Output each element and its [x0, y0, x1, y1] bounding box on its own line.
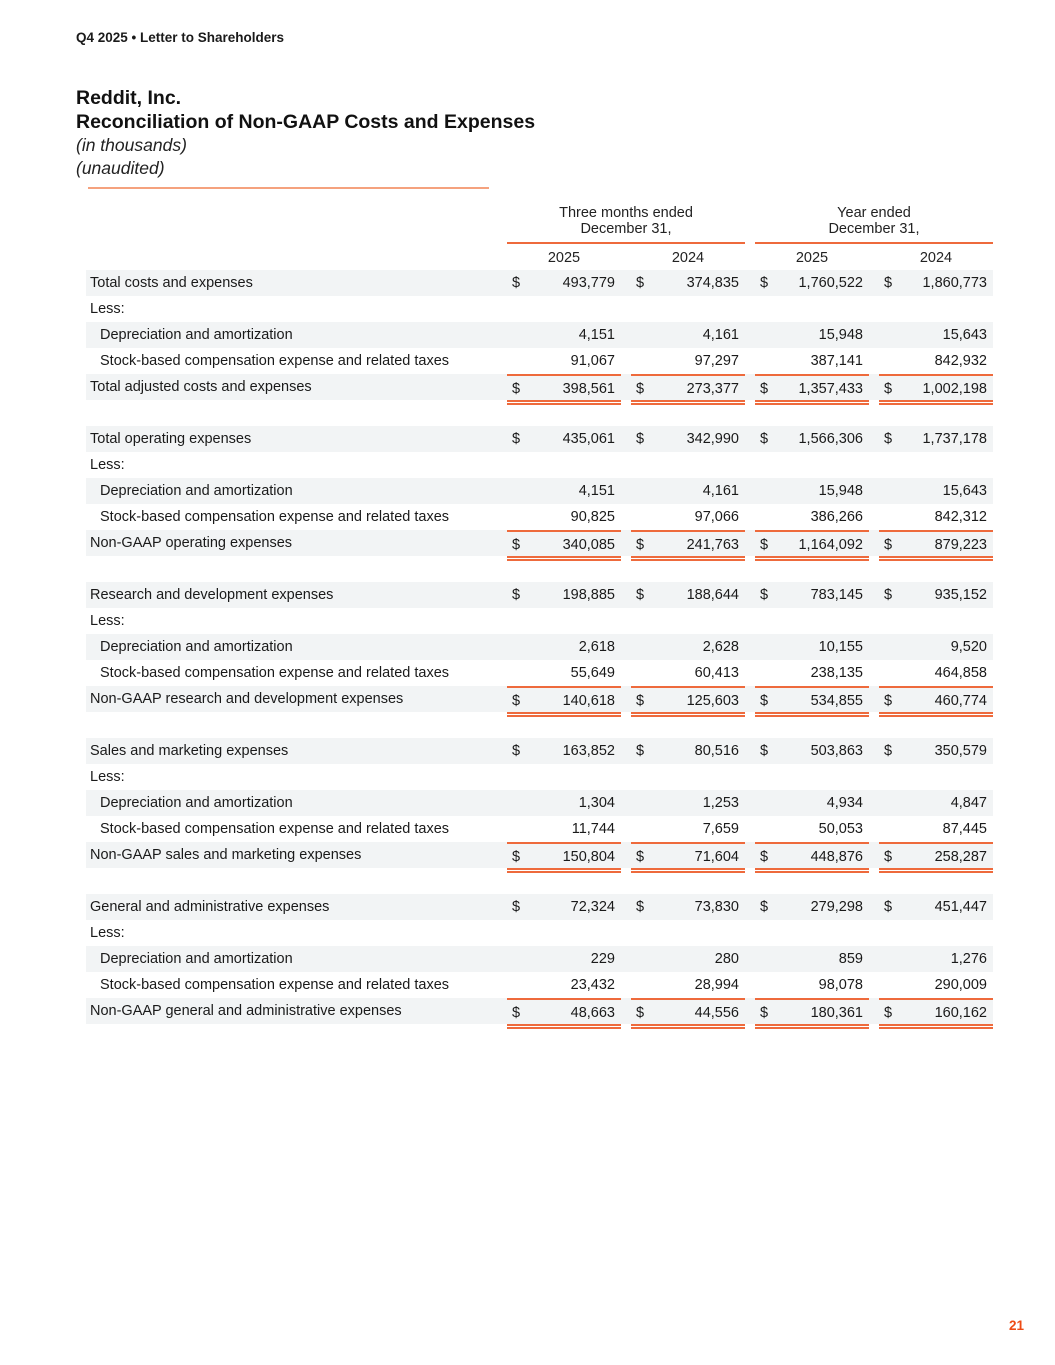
- value: 279,298: [810, 899, 863, 915]
- value-cell: [755, 998, 869, 1024]
- value: 11,744: [571, 821, 615, 837]
- currency-symbol: $: [760, 899, 769, 915]
- currency-symbol: $: [636, 275, 645, 291]
- value: 87,445: [942, 821, 987, 837]
- currency-symbol: $: [636, 743, 645, 759]
- currency-symbol: $: [884, 431, 893, 447]
- value: 73,830: [694, 899, 739, 915]
- table-row: [86, 998, 993, 1024]
- value: 783,145: [810, 587, 863, 603]
- table-row: [86, 686, 993, 712]
- value-cell: [755, 348, 869, 374]
- value-cell: [507, 270, 621, 296]
- value-cell: [631, 894, 745, 920]
- currency-symbol: $: [512, 899, 521, 915]
- row-label: Depreciation and amortization: [100, 951, 293, 967]
- row-label: Non-GAAP general and administrative expenses: [90, 1003, 402, 1019]
- value-cell: [507, 816, 621, 842]
- value: 1,164,092: [798, 537, 863, 553]
- value-cell: [755, 972, 869, 998]
- page-number: 21: [1008, 1318, 1024, 1333]
- row-label: Sales and marketing expenses: [90, 743, 289, 759]
- currency-symbol: $: [636, 1005, 645, 1021]
- value: 198,885: [562, 587, 615, 603]
- value-cell: [631, 530, 745, 556]
- currency-symbol: $: [884, 1005, 893, 1021]
- value: 258,287: [934, 849, 987, 865]
- currency-symbol: $: [636, 693, 645, 709]
- row-label: Less:: [90, 457, 125, 473]
- value: 72,324: [570, 899, 615, 915]
- currency-symbol: $: [636, 431, 645, 447]
- value: 879,223: [934, 537, 987, 553]
- value-cell: [879, 660, 993, 686]
- column-group-three-months: [507, 206, 745, 244]
- value: 435,061: [562, 431, 615, 447]
- value-cell: [755, 582, 869, 608]
- column-group-year: [755, 206, 993, 244]
- currency-symbol: $: [512, 587, 521, 603]
- value-cell: [755, 530, 869, 556]
- value: 1,566,306: [798, 431, 863, 447]
- value-cell: [879, 816, 993, 842]
- value-cell: [755, 634, 869, 660]
- table-row: [86, 946, 993, 972]
- value: 44,556: [694, 1005, 739, 1021]
- value: 493,779: [562, 275, 615, 291]
- value-cell: [631, 842, 745, 868]
- value-cell: [631, 270, 745, 296]
- currency-symbol: $: [636, 537, 645, 553]
- value-cell: [755, 478, 869, 504]
- value: 2,618: [578, 639, 615, 655]
- value: 241,763: [686, 537, 739, 553]
- table-row: [86, 348, 993, 374]
- row-label: Stock-based compensation expense and related taxes: [100, 977, 450, 993]
- value: 9,520: [950, 639, 987, 655]
- currency-symbol: $: [512, 381, 521, 397]
- currency-symbol: $: [884, 849, 893, 865]
- value: 4,847: [950, 795, 987, 811]
- value-cell: [879, 426, 993, 452]
- value-cell: [507, 504, 621, 530]
- value: 15,643: [942, 483, 987, 499]
- row-label: Non-GAAP operating expenses: [90, 535, 293, 551]
- value-cell: [879, 842, 993, 868]
- value: 464,858: [934, 665, 987, 681]
- value-cell: [631, 374, 745, 400]
- table-row: [86, 296, 993, 322]
- section-spacer: [86, 712, 993, 738]
- row-label: Stock-based compensation expense and related taxes: [100, 353, 450, 369]
- currency-symbol: $: [636, 587, 645, 603]
- value-cell: [507, 478, 621, 504]
- row-label: Non-GAAP sales and marketing expenses: [90, 847, 362, 863]
- value-cell: [631, 478, 745, 504]
- units-note: (in thousands): [76, 135, 187, 155]
- page-title: Reconciliation of Non-GAAP Costs and Expenses: [76, 111, 536, 133]
- row-label: Less:: [90, 301, 125, 317]
- value: 15,948: [818, 327, 863, 343]
- row-label: Less:: [90, 613, 125, 629]
- value: 460,774: [934, 693, 987, 709]
- value-cell: [879, 270, 993, 296]
- value-cell: [631, 946, 745, 972]
- value: 4,934: [826, 795, 863, 811]
- row-label: Total operating expenses: [90, 431, 252, 447]
- group-label-line2: December 31,: [828, 220, 920, 237]
- table-row: [86, 478, 993, 504]
- row-label: Stock-based compensation expense and related taxes: [100, 665, 450, 681]
- value-cell: [755, 660, 869, 686]
- table-body: [86, 270, 993, 1024]
- audit-note: (unaudited): [76, 158, 165, 178]
- value: 160,162: [934, 1005, 987, 1021]
- currency-symbol: $: [512, 849, 521, 865]
- value-cell: [879, 530, 993, 556]
- table-row: [86, 452, 993, 478]
- value: 4,151: [578, 483, 615, 499]
- value-cell: [631, 426, 745, 452]
- column-header-fy-2025: 2025: [755, 248, 869, 272]
- currency-symbol: $: [760, 537, 769, 553]
- value: 1,760,522: [798, 275, 863, 291]
- value-cell: [507, 790, 621, 816]
- currency-symbol: $: [512, 743, 521, 759]
- value-cell: [755, 894, 869, 920]
- table-row: [86, 790, 993, 816]
- currency-symbol: $: [512, 537, 521, 553]
- value: 71,604: [694, 849, 739, 865]
- value-cell: [631, 686, 745, 712]
- value-cell: [879, 738, 993, 764]
- row-label: Non-GAAP research and development expenses: [90, 691, 404, 707]
- value-cell: [631, 790, 745, 816]
- currency-symbol: $: [636, 899, 645, 915]
- currency-symbol: $: [884, 587, 893, 603]
- value-cell: [631, 634, 745, 660]
- group-label-line1: Three months ended: [559, 205, 693, 221]
- row-label: Less:: [90, 769, 125, 785]
- currency-symbol: $: [512, 1005, 521, 1021]
- row-label: Total costs and expenses: [90, 275, 253, 291]
- value-cell: [507, 686, 621, 712]
- value-cell: [507, 322, 621, 348]
- value-cell: [879, 504, 993, 530]
- currency-symbol: $: [760, 693, 769, 709]
- value-cell: [879, 374, 993, 400]
- currency-symbol: $: [884, 537, 893, 553]
- table-row: [86, 322, 993, 348]
- value-cell: [879, 972, 993, 998]
- row-label: Stock-based compensation expense and related taxes: [100, 821, 450, 837]
- value-cell: [879, 790, 993, 816]
- currency-symbol: $: [512, 693, 521, 709]
- table-row: [86, 582, 993, 608]
- group-label-line2: December 31,: [580, 220, 672, 237]
- row-label: Total adjusted costs and expenses: [90, 379, 312, 395]
- value: 1,253: [702, 795, 739, 811]
- value-cell: [631, 660, 745, 686]
- currency-symbol: $: [884, 275, 893, 291]
- value-cell: [507, 530, 621, 556]
- table-row: [86, 894, 993, 920]
- value-cell: [631, 972, 745, 998]
- currency-symbol: $: [760, 849, 769, 865]
- value-cell: [507, 946, 621, 972]
- table-row: [86, 426, 993, 452]
- value-cell: [755, 504, 869, 530]
- value: 150,804: [562, 849, 615, 865]
- value-cell: [755, 374, 869, 400]
- value: 1,276: [950, 951, 987, 967]
- value: 188,644: [686, 587, 739, 603]
- value: 7,659: [702, 821, 739, 837]
- currency-symbol: $: [636, 381, 645, 397]
- value: 1,304: [578, 795, 615, 811]
- value-cell: [507, 738, 621, 764]
- section-spacer: [86, 400, 993, 426]
- value: 180,361: [810, 1005, 863, 1021]
- value: 97,297: [694, 353, 739, 369]
- value: 280: [714, 951, 739, 967]
- value-cell: [507, 426, 621, 452]
- table-row: [86, 842, 993, 868]
- value: 398,561: [562, 381, 615, 397]
- value: 451,447: [934, 899, 987, 915]
- table-row: [86, 972, 993, 998]
- currency-symbol: $: [884, 381, 893, 397]
- value: 842,312: [934, 509, 987, 525]
- value: 10,155: [818, 639, 863, 655]
- value-cell: [507, 660, 621, 686]
- value-cell: [507, 374, 621, 400]
- row-label: General and administrative expenses: [90, 899, 330, 915]
- value: 90,825: [570, 509, 615, 525]
- value-cell: [631, 348, 745, 374]
- value: 97,066: [694, 509, 739, 525]
- value: 98,078: [818, 977, 863, 993]
- currency-symbol: $: [760, 431, 769, 447]
- value: 1,002,198: [922, 381, 987, 397]
- value: 340,085: [562, 537, 615, 553]
- value: 60,413: [694, 665, 739, 681]
- value: 935,152: [934, 587, 987, 603]
- value-cell: [507, 582, 621, 608]
- value-cell: [755, 816, 869, 842]
- value: 374,835: [686, 275, 739, 291]
- value: 448,876: [810, 849, 863, 865]
- currency-symbol: $: [760, 743, 769, 759]
- value: 842,932: [934, 353, 987, 369]
- value: 2,628: [702, 639, 739, 655]
- value: 50,053: [818, 821, 863, 837]
- value: 55,649: [570, 665, 615, 681]
- value-cell: [507, 634, 621, 660]
- currency-symbol: $: [760, 275, 769, 291]
- currency-symbol: $: [884, 899, 893, 915]
- table-row: [86, 608, 993, 634]
- value: 238,135: [810, 665, 863, 681]
- row-label: Depreciation and amortization: [100, 327, 293, 343]
- title-block: [76, 86, 535, 180]
- value: 15,643: [942, 327, 987, 343]
- value: 140,618: [562, 693, 615, 709]
- value: 387,141: [810, 353, 863, 369]
- value-cell: [879, 582, 993, 608]
- table-row: [86, 634, 993, 660]
- value-cell: [631, 816, 745, 842]
- company-name: Reddit, Inc.: [76, 87, 182, 109]
- table-row: [86, 738, 993, 764]
- table-row: [86, 270, 993, 296]
- value: 4,151: [578, 327, 615, 343]
- row-label: Less:: [90, 925, 125, 941]
- value-cell: [631, 582, 745, 608]
- value-cell: [755, 426, 869, 452]
- running-header: Q4 2025 • Letter to Shareholders: [76, 30, 285, 45]
- table-row: [86, 530, 993, 556]
- table-row: [86, 816, 993, 842]
- value-cell: [631, 738, 745, 764]
- value: 28,994: [694, 977, 739, 993]
- value-cell: [879, 894, 993, 920]
- value-cell: [507, 972, 621, 998]
- value: 1,860,773: [922, 275, 987, 291]
- table-row: [86, 374, 993, 400]
- value-cell: [879, 478, 993, 504]
- value-cell: [755, 686, 869, 712]
- value: 290,009: [934, 977, 987, 993]
- table-row: [86, 504, 993, 530]
- value-cell: [879, 686, 993, 712]
- value-cell: [507, 348, 621, 374]
- value-cell: [879, 998, 993, 1024]
- currency-symbol: $: [884, 743, 893, 759]
- value-cell: [755, 842, 869, 868]
- section-spacer: [86, 556, 993, 582]
- value-cell: [755, 790, 869, 816]
- value: 350,579: [934, 743, 987, 759]
- table-row: [86, 920, 993, 946]
- value-cell: [631, 504, 745, 530]
- value-cell: [879, 348, 993, 374]
- value: 163,852: [562, 743, 615, 759]
- row-label: Depreciation and amortization: [100, 483, 293, 499]
- value: 386,266: [810, 509, 863, 525]
- currency-symbol: $: [760, 381, 769, 397]
- value-cell: [879, 634, 993, 660]
- value: 859: [838, 951, 863, 967]
- column-header-q-2024: 2024: [631, 248, 745, 272]
- value: 342,990: [686, 431, 739, 447]
- currency-symbol: $: [760, 587, 769, 603]
- table-row: [86, 764, 993, 790]
- value-cell: [879, 946, 993, 972]
- value: 23,432: [570, 977, 615, 993]
- value: 4,161: [702, 327, 739, 343]
- value: 1,357,433: [798, 381, 863, 397]
- value-cell: [755, 738, 869, 764]
- value-cell: [755, 946, 869, 972]
- value: 80,516: [694, 743, 739, 759]
- value: 534,855: [810, 693, 863, 709]
- value: 503,863: [810, 743, 863, 759]
- row-label: Depreciation and amortization: [100, 795, 293, 811]
- table-row: [86, 660, 993, 686]
- value: 125,603: [686, 693, 739, 709]
- value: 273,377: [686, 381, 739, 397]
- currency-symbol: $: [512, 275, 521, 291]
- value-cell: [631, 322, 745, 348]
- group-label-line1: Year ended: [837, 205, 911, 221]
- row-label: Depreciation and amortization: [100, 639, 293, 655]
- value: 15,948: [818, 483, 863, 499]
- value-cell: [507, 998, 621, 1024]
- value: 91,067: [570, 353, 615, 369]
- value: 48,663: [570, 1005, 615, 1021]
- currency-symbol: $: [636, 849, 645, 865]
- section-spacer: [86, 868, 993, 894]
- value-cell: [755, 270, 869, 296]
- value-cell: [879, 322, 993, 348]
- currency-symbol: $: [512, 431, 521, 447]
- currency-symbol: $: [884, 693, 893, 709]
- value: 1,737,178: [922, 431, 987, 447]
- column-header-q-2025: 2025: [507, 248, 621, 272]
- value-cell: [755, 322, 869, 348]
- row-label: Research and development expenses: [90, 587, 334, 603]
- value-cell: [507, 842, 621, 868]
- value: 4,161: [702, 483, 739, 499]
- value-cell: [507, 894, 621, 920]
- value: 229: [590, 951, 615, 967]
- column-header-fy-2024: 2024: [879, 248, 993, 272]
- currency-symbol: $: [760, 1005, 769, 1021]
- title-divider: [88, 187, 489, 189]
- row-label: Stock-based compensation expense and related taxes: [100, 509, 450, 525]
- value-cell: [631, 998, 745, 1024]
